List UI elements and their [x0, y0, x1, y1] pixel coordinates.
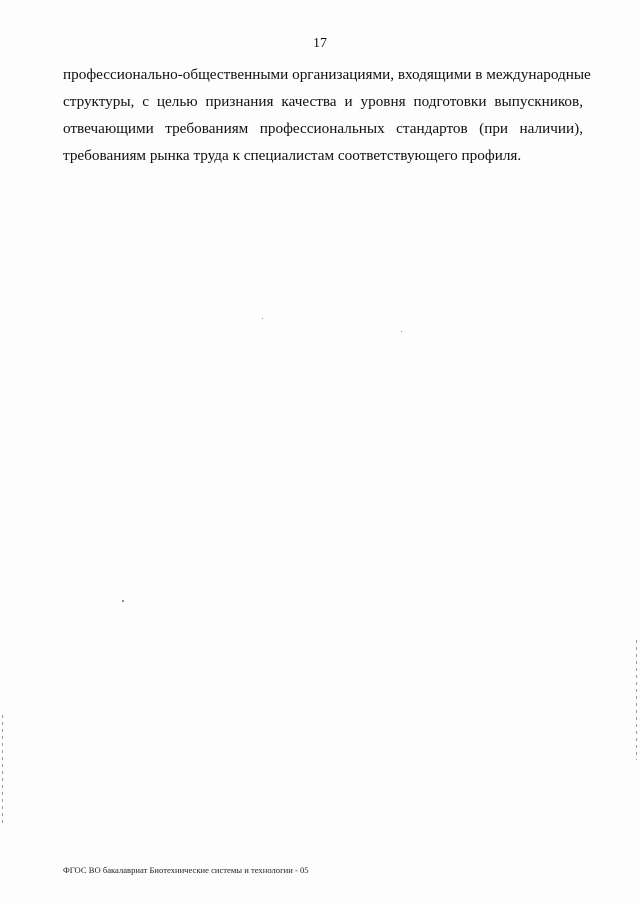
scan-speck [262, 318, 263, 319]
scan-edge-right [636, 640, 637, 760]
scan-edge-left [2, 715, 3, 825]
page-footer: ФГОС ВО бакалавриат Биотехнические системы и технологии - 05 [63, 865, 309, 875]
paragraph-line-1: профессионально-общественными организациями, входящими в международные [63, 66, 591, 83]
paragraph-line-3: отвечающими требованиям профессиональных стандартов (при наличии), [63, 120, 583, 137]
scan-speck [122, 600, 124, 602]
page-number: 17 [313, 36, 327, 51]
body-paragraph [63, 61, 591, 169]
paragraph-line-2: структуры, с целью признания качества и уровня подготовки выпускников, [63, 93, 583, 110]
paragraph-line-4: требованиям рынка труда к специалистам соответствующего профиля. [63, 147, 522, 164]
scan-speck [401, 331, 402, 332]
